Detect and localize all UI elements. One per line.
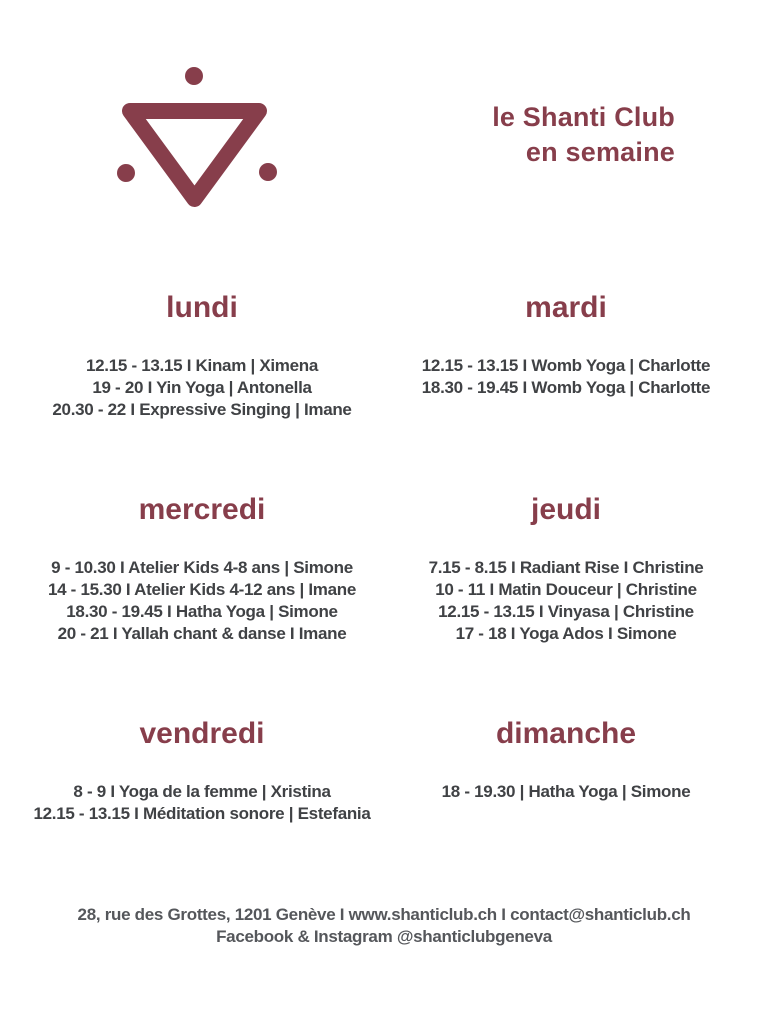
logo-triangle (130, 111, 259, 199)
class-entry: 12.15 - 13.15 I Méditation sonore | Estefania (33, 804, 371, 823)
class-entry: 20.30 - 22 I Expressive Singing | Imane (52, 400, 352, 419)
day-section-vendredi (0, 719, 404, 825)
day-section-dimanche (404, 719, 728, 803)
class-entry: 18 - 19.30 | Hatha Yoga | Simone (441, 782, 691, 801)
class-list (0, 781, 404, 825)
header (0, 0, 768, 255)
footer (0, 904, 768, 948)
class-entry: 18.30 - 19.45 I Hatha Yoga | Simone (66, 602, 338, 621)
class-entry: 12.15 - 13.15 I Kinam | Ximena (86, 356, 318, 375)
logo-dot-right (259, 163, 277, 181)
class-entry: 17 - 18 I Yoga Ados I Simone (455, 624, 677, 643)
class-list (0, 355, 404, 421)
class-entry: 9 - 10.30 I Atelier Kids 4-8 ans | Simone (51, 558, 353, 577)
day-heading: mercredi (138, 493, 266, 526)
day-section-jeudi (404, 495, 728, 645)
class-list (404, 557, 728, 645)
class-list (404, 355, 728, 399)
shanti-club-logo-icon (113, 62, 283, 217)
title-line-1: le Shanti Club (492, 102, 675, 132)
day-heading: lundi (166, 291, 238, 324)
class-list (404, 781, 728, 803)
logo-dot-left (117, 164, 135, 182)
day-heading: jeudi (530, 493, 601, 526)
weekly-schedule (0, 293, 768, 825)
class-entry: 7.15 - 8.15 I Radiant Rise I Christine (428, 558, 704, 577)
contact-info: 28, rue des Grottes, 1201 Genève I www.shanticlub.ch I contact@shanticlub.ch (77, 905, 691, 924)
social-media-info: Facebook & Instagram @shanticlubgeneva (216, 927, 552, 946)
day-section-mardi (404, 293, 728, 399)
class-entry: 19 - 20 I Yin Yoga | Antonella (92, 378, 312, 397)
class-entry: 18.30 - 19.45 I Womb Yoga | Charlotte (421, 378, 711, 397)
class-entry: 20 - 21 I Yallah chant & danse I Imane (57, 624, 347, 643)
day-section-lundi (0, 293, 404, 421)
day-heading: mardi (525, 291, 607, 324)
class-entry: 8 - 9 I Yoga de la femme | Xristina (73, 782, 331, 801)
day-section-mercredi (0, 495, 404, 645)
class-list (0, 557, 404, 645)
page-title (492, 100, 675, 170)
day-heading: vendredi (139, 717, 265, 750)
class-entry: 14 - 15.30 I Atelier Kids 4-12 ans | Imane (47, 580, 357, 599)
day-heading: dimanche (495, 717, 637, 750)
logo-dot-top (185, 67, 203, 85)
class-entry: 12.15 - 13.15 I Womb Yoga | Charlotte (421, 356, 711, 375)
title-line-2: en semaine (525, 137, 675, 167)
class-entry: 12.15 - 13.15 I Vinyasa | Christine (438, 602, 694, 621)
class-entry: 10 - 11 I Matin Douceur | Christine (435, 580, 697, 599)
